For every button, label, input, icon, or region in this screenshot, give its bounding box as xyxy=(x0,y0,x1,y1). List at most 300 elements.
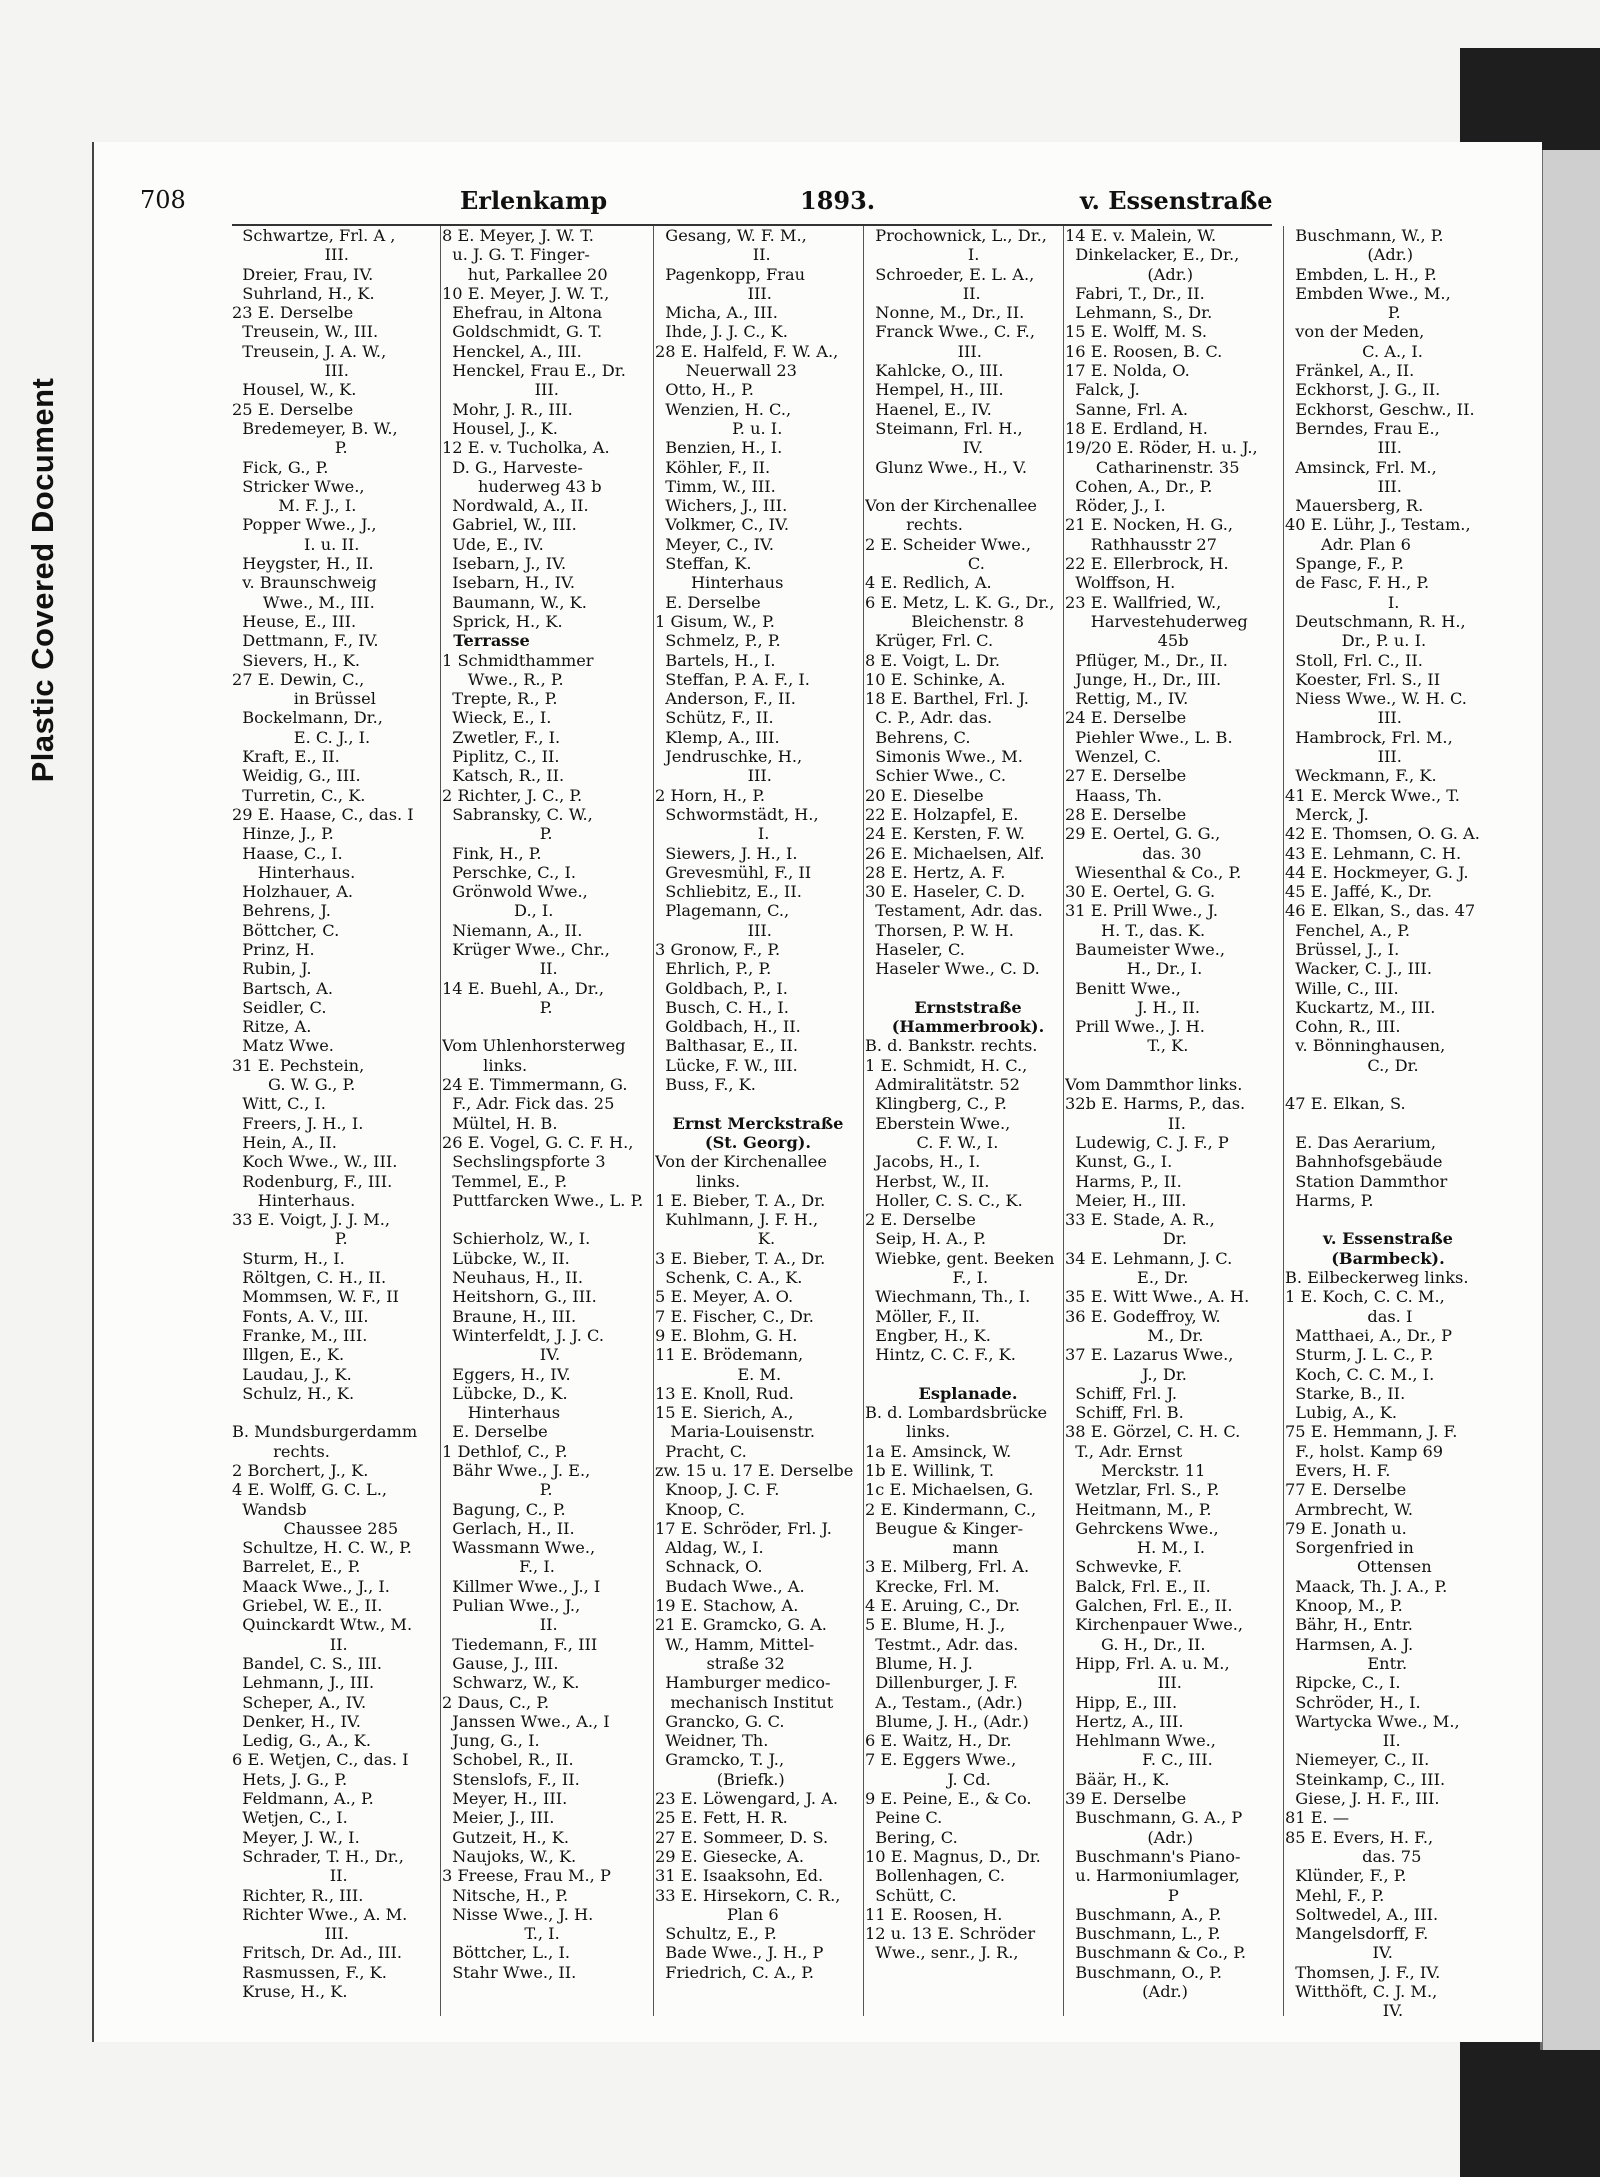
directory-entry-line: Bleichenstr. 8 xyxy=(865,611,1024,631)
directory-entry-line: Steimann, Frl. H., xyxy=(865,418,1023,438)
directory-entry-line: straße 32 xyxy=(655,1653,785,1673)
directory-entry-line: Mommsen, W. F., II xyxy=(232,1287,399,1307)
directory-entry-line: IV. xyxy=(1285,1943,1393,1963)
directory-entry-line: T., K. xyxy=(1065,1036,1189,1056)
directory-entry-line: 77 E. Derselbe xyxy=(1285,1480,1407,1500)
directory-column-6 xyxy=(1285,226,1491,2026)
directory-entry-line: III. xyxy=(865,341,982,361)
directory-entry-line: Nonne, M., Dr., II. xyxy=(865,303,1025,323)
directory-entry-line: Niemeyer, C., II. xyxy=(1285,1750,1430,1770)
directory-entry-line: 10 E. Meyer, J. W. T., xyxy=(442,283,610,303)
directory-entry-line: 38 E. Görzel, C. H. C. xyxy=(1065,1422,1241,1442)
directory-entry-line: Otto, H., P. xyxy=(655,380,754,400)
directory-entry-line: C. A., I. xyxy=(1285,341,1423,361)
directory-entry-line: 33 E. Voigt, J. J. M., xyxy=(232,1210,391,1230)
directory-entry-line: 12 E. v. Tucholka, A. xyxy=(442,438,610,458)
directory-entry-line: Prochownick, L., Dr., xyxy=(865,226,1047,245)
directory-entry-line: Von der Kirchenallee xyxy=(655,1152,828,1172)
directory-entry-line: 26 E. Vogel, G. C. F. H., xyxy=(442,1132,634,1152)
directory-entry-line: Lehmann, S., Dr. xyxy=(1065,303,1213,323)
directory-entry-line: P. xyxy=(232,438,348,458)
directory-entry-line: J., Dr. xyxy=(1065,1364,1187,1384)
directory-entry-line: Beugue & Kinger- xyxy=(865,1518,1024,1538)
directory-entry-line: Schulz, H., K. xyxy=(232,1383,355,1403)
directory-entry-line: Popper Wwe., J., xyxy=(232,515,377,535)
directory-entry-line: Sabransky, C. W., xyxy=(442,804,593,824)
directory-entry-line: Schiff, Frl. J. xyxy=(1065,1383,1178,1403)
directory-entry-line: Piplitz, C., II. xyxy=(442,747,560,767)
directory-entry-line: 17 E. Nolda, O. xyxy=(1065,361,1190,381)
directory-entry-line: I. xyxy=(865,245,980,265)
directory-entry-line: Klingberg, C., P. xyxy=(865,1094,1007,1114)
directory-entry-line: Chaussee 285 xyxy=(232,1518,399,1538)
directory-entry-line: 8 E. Voigt, L. Dr. xyxy=(865,650,1000,670)
directory-entry-line: Richter Wwe., A. M. xyxy=(232,1904,408,1924)
directory-entry-line: 22 E. Holzapfel, E. xyxy=(865,804,1019,824)
directory-entry-line: W., Hamm, Mittel- xyxy=(655,1634,815,1654)
directory-entry-line: J. H., II. xyxy=(1065,997,1201,1017)
directory-entry-line: Weidig, G., III. xyxy=(232,766,361,786)
directory-entry-line: Franke, M., III. xyxy=(232,1325,368,1345)
directory-entry-line: Hipp, Frl. A. u. M., xyxy=(1065,1653,1230,1673)
directory-entry-line: Puttfarcken Wwe., L. P. xyxy=(442,1190,644,1210)
directory-entry-line: Sievers, H., K. xyxy=(232,650,360,670)
directory-entry-line: Hinterhaus. xyxy=(232,862,356,882)
directory-entry-line: Cohen, A., Dr., P. xyxy=(1065,476,1213,496)
directory-entry-line: 47 E. Elkan, S. xyxy=(1285,1094,1406,1114)
directory-entry-line: Eberstein Wwe., xyxy=(865,1113,1011,1133)
directory-entry-line: B. d. Bankstr. rechts. xyxy=(865,1036,1038,1056)
directory-entry-line: de Fasc, F. H., P. xyxy=(1285,573,1430,593)
directory-entry-line: Gabriel, W., III. xyxy=(442,515,577,535)
directory-entry-line: v. Bönninghausen, xyxy=(1285,1036,1446,1056)
directory-entry-line: Heygster, H., II. xyxy=(232,554,374,574)
directory-entry-line: hut, Parkallee 20 xyxy=(442,264,608,284)
street-heading: Ernststraße xyxy=(914,997,1022,1017)
directory-entry-line: Wetzlar, Frl. S., P. xyxy=(1065,1480,1220,1500)
directory-entry-line: 35 E. Witt Wwe., A. H. xyxy=(1065,1287,1250,1307)
page-number: 708 xyxy=(140,186,186,214)
directory-entry-line: Dreier, Frau, IV. xyxy=(232,264,374,284)
directory-entry-line: 14 E. Buehl, A., Dr., xyxy=(442,978,605,998)
directory-entry-line: 21 E. Gramcko, G. A. xyxy=(655,1615,827,1635)
directory-entry-line: Budach Wwe., A. xyxy=(655,1576,805,1596)
directory-entry-line: Sanne, Frl. A. xyxy=(1065,399,1189,419)
directory-column-5 xyxy=(1065,226,1271,2026)
directory-entry-line: Kruse, H., K. xyxy=(232,1982,348,2002)
directory-entry-line: Eggers, H., IV. xyxy=(442,1364,571,1384)
directory-entry-line: Bäär, H., K. xyxy=(1065,1769,1170,1789)
directory-entry-line: Isebarn, J., IV. xyxy=(442,554,567,574)
directory-entry-line: Friedrich, C. A., P. xyxy=(655,1962,815,1982)
column-separator xyxy=(863,226,864,2016)
directory-entry-line: Gause, J., III. xyxy=(442,1653,559,1673)
street-heading: Esplanade. xyxy=(918,1383,1018,1403)
directory-entry-line: 46 E. Elkan, S., das. 47 xyxy=(1285,901,1476,921)
directory-entry-line: Ehefrau, in Altona xyxy=(442,303,603,323)
directory-entry-line: III. xyxy=(1065,1673,1182,1693)
directory-entry-line: Aldag, W., I. xyxy=(655,1538,764,1558)
directory-entry-line: 6 E. Waitz, H., Dr. xyxy=(865,1731,1012,1751)
directory-entry-line: Seidler, C. xyxy=(232,997,327,1017)
directory-entry-line: Suhrland, H., K. xyxy=(232,283,375,303)
directory-entry-line xyxy=(442,1017,648,1036)
directory-entry-line: Thomsen, J. F., IV. xyxy=(1285,1962,1441,1982)
directory-entry-line: 26 E. Michaelsen, Alf. xyxy=(865,843,1045,863)
directory-entry-line: 5 E. Blume, H. J., xyxy=(865,1615,1006,1635)
directory-entry-line: Wolffson, H. xyxy=(1065,573,1176,593)
directory-entry-line: huderweg 43 b xyxy=(442,476,602,496)
directory-entry-line: Behrens, J. xyxy=(232,901,331,921)
directory-entry-line: 85 E. Evers, H. F., xyxy=(1285,1827,1434,1847)
directory-entry-line: Zwetler, F., I. xyxy=(442,727,561,747)
directory-entry-line: Fick, G., P. xyxy=(232,457,329,477)
directory-entry-line: 12 u. 13 E. Schröder xyxy=(865,1924,1036,1944)
directory-entry-line xyxy=(1285,1210,1491,1229)
directory-entry-line: Lübcke, W., II. xyxy=(442,1248,570,1268)
directory-entry-line: Tiedemann, F., III xyxy=(442,1634,598,1654)
street-heading: Terrasse xyxy=(442,631,530,651)
directory-entry-line: Stenslofs, F., II. xyxy=(442,1769,580,1789)
directory-entry-line: Mangelsdorff, F. xyxy=(1285,1924,1429,1944)
directory-entry-line: Bartsch, A. xyxy=(232,978,334,998)
directory-entry-line: 34 E. Lehmann, J. C. xyxy=(1065,1248,1233,1268)
directory-entry-line: Winterfeldt, J. J. C. xyxy=(442,1325,604,1345)
directory-entry-line: Junge, H., Dr., III. xyxy=(1065,669,1222,689)
directory-entry-line: 37 E. Lazarus Wwe., xyxy=(1065,1345,1234,1365)
directory-entry-line xyxy=(1285,1075,1491,1094)
column-separator xyxy=(440,226,441,2016)
directory-entry-line: Lehmann, J., III. xyxy=(232,1673,375,1693)
directory-entry-line: Fränkel, A., II. xyxy=(1285,361,1415,381)
directory-entry-line: Volkmer, C., IV. xyxy=(655,515,790,535)
directory-entry-line: Hinterhaus xyxy=(655,573,784,593)
directory-entry-line: Krüger, Frl. C. xyxy=(865,631,994,651)
directory-entry-line: Klemp, A., III. xyxy=(655,727,780,747)
directory-entry-line: Ottensen xyxy=(1285,1557,1432,1577)
directory-entry-line: III. xyxy=(232,361,349,381)
directory-entry-line: 4 E. Aruing, C., Dr. xyxy=(865,1596,1020,1616)
directory-entry-line: Goldbach, H., II. xyxy=(655,1017,801,1037)
directory-entry-line: Haass, Th. xyxy=(1065,785,1162,805)
directory-entry-line: Buschmann, G. A., P xyxy=(1065,1808,1243,1828)
directory-entry-line: Braune, H., III. xyxy=(442,1306,577,1326)
directory-entry-line: 43 E. Lehmann, C. H. xyxy=(1285,843,1462,863)
directory-entry-line: Kraft, E., II. xyxy=(232,747,340,767)
directory-entry-line: 29 E. Haase, C., das. I xyxy=(232,804,414,824)
directory-entry-line: Galchen, Frl. E., II. xyxy=(1065,1596,1233,1616)
directory-entry-line: 28 E. Derselbe xyxy=(1065,804,1187,824)
directory-entry-line: Hintz, C. C. F., K. xyxy=(865,1345,1016,1365)
directory-entry-line: u. Harmoniumlager, xyxy=(1065,1866,1240,1886)
directory-entry-line: Koester, Frl. S., II xyxy=(1285,669,1441,689)
directory-entry-line: Schröder, H., I. xyxy=(1285,1692,1421,1712)
directory-entry-line: 2 E. Derselbe xyxy=(865,1210,976,1230)
directory-entry-line: Brüssel, J., I. xyxy=(1285,939,1400,959)
directory-entry-line: I. xyxy=(655,824,770,844)
directory-entry-line: Plagemann, C., xyxy=(655,901,790,921)
directory-entry-line: Ude, E., IV. xyxy=(442,534,544,554)
directory-entry-line: 18 E. Erdland, H. xyxy=(1065,418,1208,438)
directory-entry-line: Dr. xyxy=(1065,1229,1187,1249)
directory-entry-line: Stoll, Frl. C., II. xyxy=(1285,650,1423,670)
directory-entry-line: von der Meden, xyxy=(1285,322,1425,342)
directory-entry-line: Merck, J. xyxy=(1285,804,1369,824)
directory-entry-line xyxy=(865,1365,1071,1384)
directory-entry-line: T., Adr. Ernst xyxy=(1065,1441,1183,1461)
directory-entry-line: P. xyxy=(442,1480,553,1500)
directory-entry-line: 17 E. Schröder, Frl. J. xyxy=(655,1518,832,1538)
directory-entry-line: Sechslingspforte 3 xyxy=(442,1152,606,1172)
directory-entry-line: 6 E. Metz, L. K. G., Dr., xyxy=(865,592,1055,612)
directory-entry-line: P xyxy=(1065,1885,1179,1905)
adjacent-page-edge xyxy=(1540,150,1600,2050)
directory-entry-line xyxy=(865,979,1071,998)
directory-column-2 xyxy=(442,226,648,2026)
directory-entry-line: Anderson, F., II. xyxy=(655,689,796,709)
directory-entry-line: 31 E. Prill Wwe., J. xyxy=(1065,901,1219,921)
directory-entry-line: 42 E. Thomsen, O. G. A. xyxy=(1285,824,1480,844)
directory-entry-line: Scheper, A., IV. xyxy=(232,1692,367,1712)
directory-entry-line: Holler, C. S. C., K. xyxy=(865,1190,1023,1210)
directory-entry-line: Buschmann, A., P. xyxy=(1065,1904,1222,1924)
directory-entry-line: H., Dr., I. xyxy=(1065,959,1203,979)
directory-entry-line: (Adr.) xyxy=(1065,1982,1188,2002)
directory-entry-line: Schultz, E., P. xyxy=(655,1924,777,1944)
directory-entry-line: 44 E. Hockmeyer, G. J. xyxy=(1285,862,1469,882)
directory-entry-line: 3 Gronow, F., P. xyxy=(655,939,781,959)
column-separator xyxy=(653,226,654,2016)
directory-entry-line: Mauersberg, R. xyxy=(1285,496,1424,516)
directory-entry-line: Harms, P., II. xyxy=(1065,1171,1182,1191)
street-heading: Ernst Merckstraße xyxy=(672,1113,844,1133)
directory-entry-line: 2 Borchert, J., K. xyxy=(232,1461,369,1480)
directory-entry-line: Meier, J., III. xyxy=(442,1808,555,1828)
directory-entry-line: Böttcher, L., I. xyxy=(442,1943,570,1963)
street-heading: (Hammerbrook). xyxy=(891,1017,1045,1037)
street-heading: (Barmbeck). xyxy=(1331,1248,1445,1268)
directory-entry-line: Schütz, F., II. xyxy=(655,708,774,728)
directory-entry-line: 7 E. Eggers Wwe., xyxy=(865,1750,1017,1770)
directory-entry-line: Nisse Wwe., J. H. xyxy=(442,1904,594,1924)
directory-entry-line: Hets, J. G., P. xyxy=(232,1769,348,1789)
directory-entry-line: 22 E. Ellerbrock, H. xyxy=(1065,554,1229,574)
directory-entry-line: III. xyxy=(1285,438,1402,458)
directory-entry-line: 2 Daus, C., P. xyxy=(442,1692,550,1712)
directory-entry-line: Schliebitz, E., II. xyxy=(655,882,802,902)
directory-entry-line: 33 E. Hirsekorn, C. R., xyxy=(655,1885,841,1905)
directory-entry-line: Gutzeit, H., K. xyxy=(442,1827,570,1847)
directory-entry-line: Wartycka Wwe., M., xyxy=(1285,1711,1460,1731)
plastic-cover-label-text: Plastic Covered Document xyxy=(25,377,60,783)
directory-entry-line: Ludewig, C. J. F., P xyxy=(1065,1132,1229,1152)
directory-entry-line: Balck, Frl. E., II. xyxy=(1065,1576,1211,1596)
directory-entry-line xyxy=(865,477,1071,496)
directory-entry-line: Katsch, R., II. xyxy=(442,766,565,786)
directory-entry-line: Starke, B., II. xyxy=(1285,1383,1406,1403)
directory-entry-line: IV. xyxy=(1285,2001,1404,2021)
directory-entry-line: Armbrecht, W. xyxy=(1285,1499,1413,1519)
directory-entry-line: G. W. G., P. xyxy=(232,1075,356,1095)
directory-entry-line: Rasmussen, F., K. xyxy=(232,1962,387,1982)
directory-entry-line: Ripcke, C., I. xyxy=(1285,1673,1401,1693)
directory-entry-line: das. 30 xyxy=(1065,843,1202,863)
directory-entry-line: 79 E. Jonath u. xyxy=(1285,1518,1407,1538)
directory-entry-line: 25 E. Derselbe xyxy=(232,399,354,419)
directory-entry-line xyxy=(442,1210,648,1229)
directory-entry-line: III. xyxy=(442,380,559,400)
directory-entry-line xyxy=(1065,1056,1271,1075)
directory-entry-line: J. Cd. xyxy=(865,1769,991,1789)
directory-entry-line: Benitt Wwe., xyxy=(1065,978,1181,998)
directory-entry-line: Hehlmann Wwe., xyxy=(1065,1731,1216,1751)
directory-entry-line: Deutschmann, R. H., xyxy=(1285,611,1466,631)
directory-entry-line: Wenzien, H. C., xyxy=(655,399,792,419)
directory-entry-line: Merckstr. 11 xyxy=(1065,1461,1206,1480)
directory-entry-line: III. xyxy=(232,1924,349,1944)
directory-entry-line: Jacobs, H., I. xyxy=(865,1152,981,1172)
directory-entry-line: III. xyxy=(232,245,349,265)
directory-entry-line: Maria-Louisenstr. xyxy=(655,1422,816,1442)
directory-entry-line: Böttcher, C. xyxy=(232,920,340,940)
directory-entry-line: II. xyxy=(232,1866,348,1886)
directory-entry-line: II. xyxy=(1065,1113,1186,1133)
directory-entry-line: Meier, H., III. xyxy=(1065,1190,1187,1210)
directory-entry-line: G. H., Dr., II. xyxy=(1065,1634,1206,1654)
directory-entry-line: M., Dr. xyxy=(1065,1325,1204,1345)
directory-entry-line: Micha, A., III. xyxy=(655,303,778,323)
page-header xyxy=(140,186,1300,226)
directory-entry-line: 36 E. Godeffroy, W. xyxy=(1065,1306,1221,1326)
directory-entry-line: P. xyxy=(442,824,553,844)
directory-entry-line: links. xyxy=(442,1055,528,1075)
directory-entry-line: Quinckardt Wtw., M. xyxy=(232,1615,413,1635)
directory-entry-line: Witt, C., I. xyxy=(232,1094,326,1114)
directory-entry-line: 11 E. Brödemann, xyxy=(655,1345,804,1365)
directory-entry-line: Testmt., Adr. das. xyxy=(865,1634,1019,1654)
directory-entry-line: Plan 6 xyxy=(655,1904,779,1924)
directory-entry-line: Herbst, W., II. xyxy=(865,1171,990,1191)
directory-entry-line: Wiechmann, Th., I. xyxy=(865,1287,1031,1307)
directory-entry-line: 19 E. Stachow, A. xyxy=(655,1596,799,1616)
directory-entry-line: Neuerwall 23 xyxy=(655,361,797,381)
directory-entry-line: Gehrckens Wwe., xyxy=(1065,1518,1219,1538)
directory-entry-line xyxy=(865,1982,1071,2001)
directory-entry-line: Killmer Wwe., J., I xyxy=(442,1576,601,1596)
directory-entry-line: Hamburger medico- xyxy=(655,1673,831,1693)
directory-entry-line: (Adr.) xyxy=(1065,264,1194,284)
directory-entry-line: (Adr.) xyxy=(1285,245,1414,265)
directory-entry-line: Turretin, C., K. xyxy=(232,785,366,805)
directory-entry-line: IV. xyxy=(442,1345,561,1365)
directory-entry-line: Haseler, C. xyxy=(865,939,965,959)
directory-entry-line: Sturm, H., I. xyxy=(232,1248,345,1268)
directory-entry-line: I. u. II. xyxy=(232,534,360,554)
directory-entry-line: Buschmann, L., P. xyxy=(1065,1924,1221,1944)
directory-entry-line: 2 E. Kindermann, C., xyxy=(865,1499,1037,1519)
directory-entry-line: Weidner, Th. xyxy=(655,1731,769,1751)
directory-entry-line: Fritsch, Dr. Ad., III. xyxy=(232,1943,403,1963)
directory-entry-line: E. Derselbe xyxy=(655,592,761,612)
directory-entry-line xyxy=(442,1982,648,2001)
directory-entry-line: das. 75 xyxy=(1285,1846,1422,1866)
directory-entry-line: Kahlcke, O., III. xyxy=(865,361,1004,381)
directory-entry-line: 28 E. Hertz, A. F. xyxy=(865,862,1006,882)
directory-entry-line: Admiralitätstr. 52 xyxy=(865,1075,1020,1095)
directory-entry-line: Jung, G., I. xyxy=(442,1731,540,1751)
directory-entry-line: Von der Kirchenallee xyxy=(865,496,1038,516)
directory-entry-line: E. C. J., I. xyxy=(232,727,371,747)
directory-entry-line: 1 E. Bieber, T. A., Dr. xyxy=(655,1190,826,1210)
directory-entry-line: 39 E. Derselbe xyxy=(1065,1789,1187,1809)
directory-entry-line: A., Testam., (Adr.) xyxy=(865,1692,1023,1712)
directory-entry-line: 18 E. Barthel, Frl. J. xyxy=(865,689,1029,709)
directory-entry-line: rechts. xyxy=(232,1441,330,1461)
directory-entry-line: F., I. xyxy=(442,1557,555,1577)
directory-entry-line: Catharinenstr. 35 xyxy=(1065,457,1240,477)
directory-entry-line: Röder, J., I. xyxy=(1065,496,1166,516)
directory-entry-line: Bade Wwe., J. H., P xyxy=(655,1943,824,1963)
directory-entry-line: 9 E. Blohm, G. H. xyxy=(655,1325,798,1345)
directory-entry-line: zw. 15 u. 17 E. Derselbe xyxy=(655,1461,854,1480)
directory-entry-line: 1c E. Michaelsen, G. xyxy=(865,1480,1034,1500)
directory-entry-line: Treusein, J. A. W., xyxy=(232,341,387,361)
directory-entry-line: in Brüssel xyxy=(232,689,376,709)
directory-entry-line: Hambrock, Frl. M., xyxy=(1285,727,1453,747)
directory-entry-line: 30 E. Haseler, C. D. xyxy=(865,882,1026,902)
directory-entry-line: Wetjen, C., I. xyxy=(232,1808,348,1828)
directory-entry-line: Meyer, H., III. xyxy=(442,1789,568,1809)
directory-entry-line: 40 E. Lühr, J., Testam., xyxy=(1285,515,1471,535)
directory-entry-line: Buschmann, O., P. xyxy=(1065,1962,1223,1982)
directory-entry-line: E. Das Aerarium, xyxy=(1285,1132,1436,1152)
column-separator xyxy=(1283,226,1284,2016)
directory-entry-line: C. xyxy=(865,554,985,574)
directory-entry-line: Engber, H., K. xyxy=(865,1325,991,1345)
directory-entry-line: Haenel, E., IV. xyxy=(865,399,992,419)
directory-entry-line: Maack Wwe., J., I. xyxy=(232,1576,390,1596)
directory-entry-line: Goldschmidt, G. T. xyxy=(442,322,603,342)
directory-entry-line: Knoop, M., P. xyxy=(1285,1596,1403,1616)
running-title-left: Erlenkamp xyxy=(460,186,608,215)
directory-entry-line: Dettmann, F., IV. xyxy=(232,631,379,651)
directory-entry-line xyxy=(655,1982,861,2001)
directory-entry-line: Hempel, H., III. xyxy=(865,380,1004,400)
directory-column-4 xyxy=(865,226,1071,2026)
directory-entry-line: Embden Wwe., M., xyxy=(1285,283,1451,303)
directory-entry-line: Wandsb xyxy=(232,1499,307,1519)
directory-entry-line: Buschmann, W., P. xyxy=(1285,226,1444,245)
directory-entry-line: Meyer, J. W., I. xyxy=(232,1827,360,1847)
directory-entry-line: Fenchel, A., P. xyxy=(1285,920,1411,940)
directory-entry-line: 10 E. Magnus, D., Dr. xyxy=(865,1846,1041,1866)
directory-entry-line: Vom Uhlenhorsterweg xyxy=(442,1036,626,1056)
directory-entry-line: Pagenkopp, Frau xyxy=(655,264,806,284)
directory-entry-line: Dr., P. u. I. xyxy=(1285,631,1427,651)
directory-entry-line: 27 E. Sommeer, D. S. xyxy=(655,1827,829,1847)
directory-entry-line: Harms, P. xyxy=(1285,1190,1374,1210)
directory-entry-line: II. xyxy=(865,283,981,303)
directory-entry-line: Bollenhagen, C. xyxy=(865,1866,1005,1886)
directory-entry-line: 33 E. Stade, A. R., xyxy=(1065,1210,1215,1230)
directory-entry-line: P. u. I. xyxy=(655,418,783,438)
directory-entry-line: Seip, H. A., P. xyxy=(865,1229,987,1249)
directory-entry-line: Thorsen, P. W. H. xyxy=(865,920,1014,940)
directory-entry-line: 20 E. Dieselbe xyxy=(865,785,984,805)
directory-entry-line: Glunz Wwe., H., V. xyxy=(865,457,1027,477)
directory-entry-line: Trepte, R., P. xyxy=(442,689,558,709)
directory-entry-line: Schroeder, E. L. A., xyxy=(865,264,1035,284)
